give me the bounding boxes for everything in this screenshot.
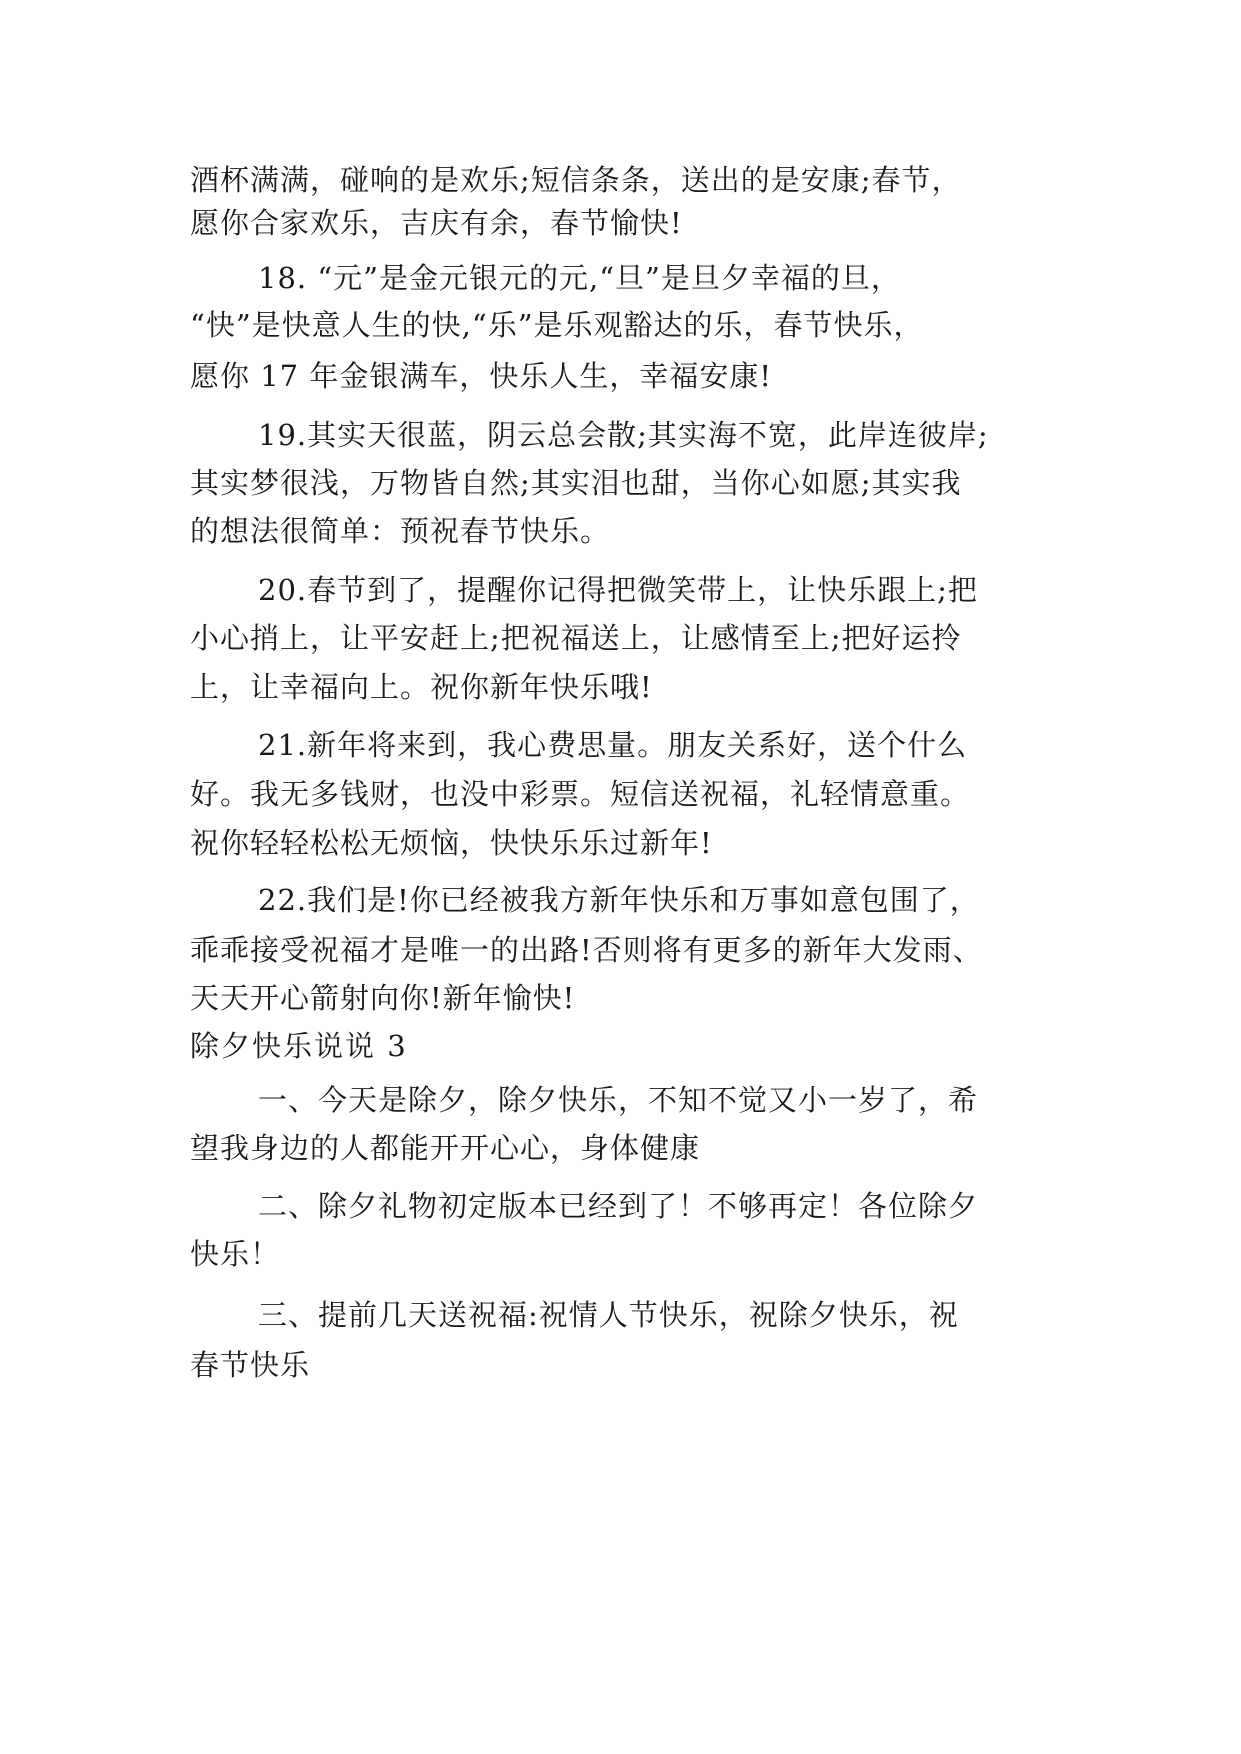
text-line: 愿你 17 年金银满车，快乐人生，幸福安康! [190, 359, 772, 393]
text-line: 乖乖接受祝福才是唯一的出路!否则将有更多的新年大发雨、 [190, 933, 983, 967]
section-heading: 除夕快乐说说 3 [190, 1029, 408, 1063]
text-line: 春节快乐 [190, 1348, 311, 1382]
item-3-line: 三、提前几天送祝福:祝情人节快乐，祝除夕快乐，祝 [258, 1298, 959, 1332]
text-line: 酒杯满满，碰响的是欢乐;短信条条，送出的是安康;春节， [190, 163, 962, 197]
text-line: 祝你轻轻松松无烦恼，快快乐乐过新年! [190, 826, 713, 860]
paragraph-20-line: 20.春节到了，提醒你记得把微笑带上，让快乐跟上;把 [258, 573, 978, 607]
text-line: 天天开心箭射向你!新年愉快! [190, 981, 576, 1015]
text-line: 的想法很简单：预祝春节快乐。 [190, 514, 611, 548]
paragraph-22-line: 22.我们是!你已经被我方新年快乐和万事如意包围了， [258, 883, 980, 917]
text-line: 其实梦很浅，万物皆自然;其实泪也甜，当你心如愿;其实我 [190, 466, 962, 500]
paragraph-21-line: 21.新年将来到，我心费思量。朋友关系好，送个什么 [258, 728, 968, 762]
text-line: 上，让幸福向上。祝你新年快乐哦! [190, 670, 653, 704]
text-line: “快”是快意人生的快,“乐”是乐观豁达的乐，春节快乐， [190, 308, 924, 342]
item-1-line: 一、今天是除夕，除夕快乐，不知不觉又小一岁了，希 [258, 1083, 979, 1117]
text-line: 望我身边的人都能开开心心，身体健康 [190, 1131, 701, 1165]
text-line: 好。我无多钱财，也没中彩票。短信送祝福，礼轻情意重。 [190, 777, 971, 811]
item-2-line: 二、除夕礼物初定版本已经到了！不够再定！各位除夕 [258, 1189, 979, 1223]
text-line: 快乐！ [190, 1237, 281, 1271]
paragraph-19-line: 19.其实天很蓝，阴云总会散;其实海不宽，此岸连彼岸; [258, 418, 989, 452]
text-line: 愿你合家欢乐，吉庆有余，春节愉快! [190, 206, 683, 240]
paragraph-18-line: 18. “元”是金元银元的元,“旦”是旦夕幸福的旦， [258, 261, 901, 295]
text-line: 小心捎上，让平安赶上;把祝福送上，让感情至上;把好运拎 [190, 621, 962, 655]
